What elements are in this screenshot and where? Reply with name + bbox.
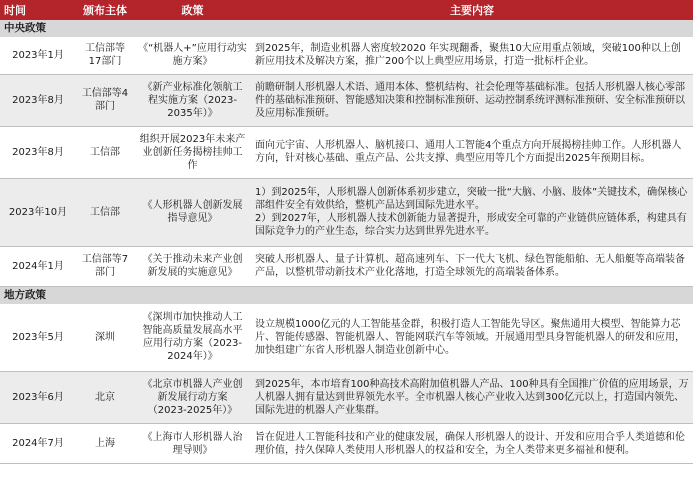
row-org: 北京: [76, 372, 134, 424]
row-policy: 《上海市人形机器人治理导则》: [134, 424, 251, 464]
section-title: 中央政策: [0, 20, 693, 37]
row-content: 设立规模1000亿元的人工智能基金群，积极打造人工智能先导区。聚焦通用大模型、智能算力芯片、智能传感器、智能机器人、智能网联汽车等领域。开展通用型具身智能机器人的研发和应用，加快组建广东省人形机器人制造业创新中心。: [251, 304, 693, 372]
table-row: [0, 126, 693, 178]
row-org: 工信部等17部门: [76, 37, 134, 74]
section-local: [0, 286, 693, 304]
row-org: 工信部等7部门: [76, 246, 134, 286]
row-content: 突破人形机器人、量子计算机、超高速列车、下一代大飞机、绿色智能船舶、无人船艇等高端装备产品，以整机带动新技术产业化落地，打造全球领先的高端装备体系。: [251, 246, 693, 286]
table-row: [0, 424, 693, 464]
table-row: [0, 246, 693, 286]
row-date: 2023年10月: [0, 178, 76, 246]
header-time: 时间: [0, 0, 76, 20]
row-policy: 组织开展2023年未来产业创新任务揭榜挂帅工作: [134, 126, 251, 178]
row-org: 工信部等4部门: [76, 74, 134, 126]
row-date: 2024年7月: [0, 424, 76, 464]
row-date: 2023年5月: [0, 304, 76, 372]
row-date: 2023年6月: [0, 372, 76, 424]
row-content: 旨在促进人工智能科技和产业的健康发展，确保人形机器人的设计、开发和应用合乎人类道德和伦理价值，持久保障人类使用人形机器人的权益和安全，为全人类带来更多福祉和便利。: [251, 424, 693, 464]
row-policy: 《“机器人+”应用行动实施方案》: [134, 37, 251, 74]
row-policy: 《人形机器人创新发展指导意见》: [134, 178, 251, 246]
row-content: 1）到2025年，人形机器人创新体系初步建立，突破一批“大脑、小脑、肢体”关键技术，确保核心部组件安全有效供给，整机产品达到国际先进水平。 2）到2027年，人形机器人技术创新能力显著提升，形成安全可靠的产业链供应链体系，构建具有国际竞争力的产业生态，综合实力达到世界先进水平。: [251, 178, 693, 246]
row-policy: 《新产业标准化领航工程实施方案（2023-2035年）》: [134, 74, 251, 126]
table-row: [0, 304, 693, 372]
row-content: 到2025年，制造业机器人密度较2020 年实现翻番，聚焦10大应用重点领域，突破100种以上创新应用技术及解决方案，推广200个以上典型应用场景，打造一批标杆企业。: [251, 37, 693, 74]
row-content: 到2025年，本市培育100种高技术高附加值机器人产品、100种具有全国推广价值的应用场景，万人机器人拥有量达到世界领先水平。全市机器人核心产业收入达到300亿元以上，打造国内领先、国际先进的机器人产业集群。: [251, 372, 693, 424]
header-policy: 政策: [134, 0, 251, 20]
table-row: [0, 372, 693, 424]
section-central: [0, 20, 693, 37]
row-org: 工信部: [76, 126, 134, 178]
header-content: 主要内容: [251, 0, 693, 20]
header-org: 颁布主体: [76, 0, 134, 20]
row-date: 2024年1月: [0, 246, 76, 286]
row-policy: 《北京市机器人产业创新发展行动方案（2023-2025年）》: [134, 372, 251, 424]
row-content: 前瞻研制人形机器人术语、通用本体、整机结构、社会伦理等基础标准。包括人形机器人核心零部件的基础标准预研、智能感知决策和控制标准预研、运动控制系统评测标准预研、安全标准预研以及应用标准预研。: [251, 74, 693, 126]
section-title: 地方政策: [0, 286, 693, 304]
table-row: [0, 37, 693, 74]
table-row: [0, 178, 693, 246]
row-org: 深圳: [76, 304, 134, 372]
row-date: 2023年8月: [0, 126, 76, 178]
table-header: [0, 0, 693, 20]
table-row: [0, 74, 693, 126]
row-date: 2023年1月: [0, 37, 76, 74]
row-date: 2023年8月: [0, 74, 76, 126]
row-policy: 《深圳市加快推动人工智能高质量发展高水平应用行动方案（2023-2024年）》: [134, 304, 251, 372]
row-policy: 《关于推动未来产业创新发展的实施意见》: [134, 246, 251, 286]
row-org: 上海: [76, 424, 134, 464]
row-content: 面向元宇宙、人形机器人、脑机接口、通用人工智能4个重点方向开展揭榜挂帅工作。人形机器人方向，针对核心基础、重点产品、公共支撑、典型应用等几个方面提出2025年预期目标。: [251, 126, 693, 178]
row-org: 工信部: [76, 178, 134, 246]
